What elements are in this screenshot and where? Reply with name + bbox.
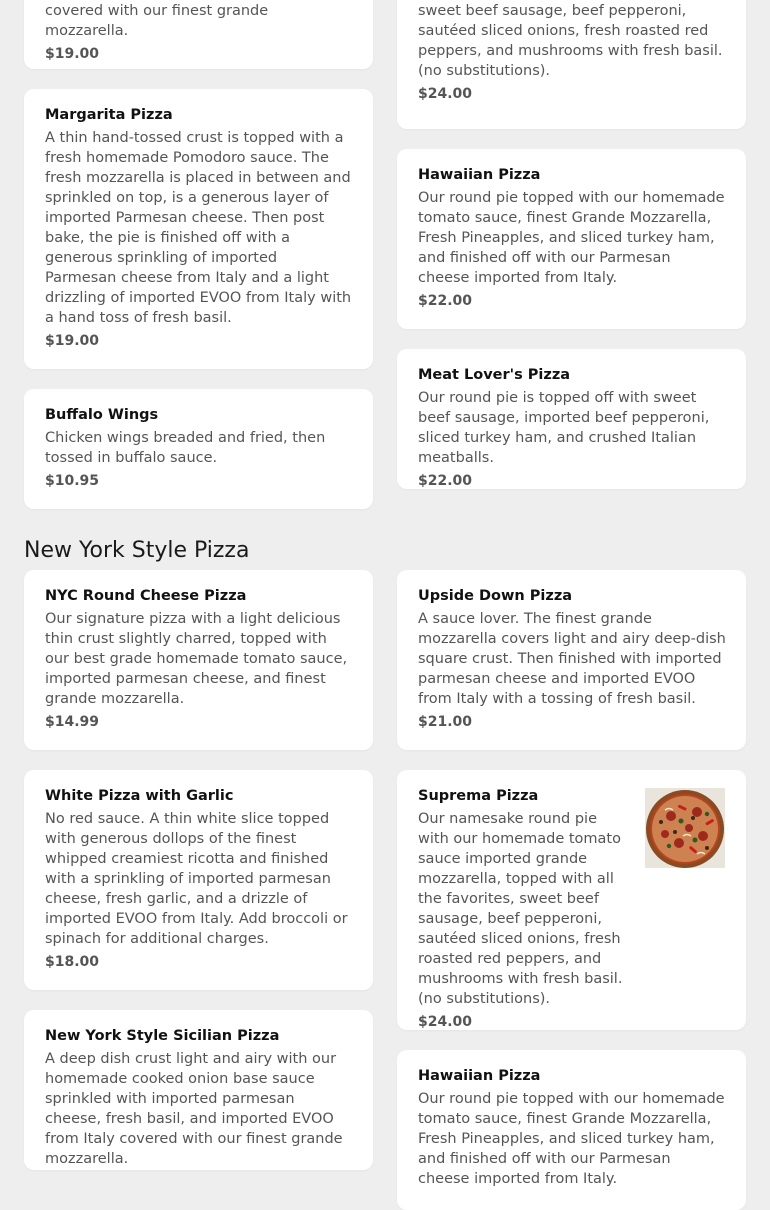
menu-item-price: $10.95 <box>45 473 100 489</box>
menu-item-card[interactable] <box>24 389 373 509</box>
menu-item-card[interactable] <box>24 770 373 990</box>
menu-item-name: Hawaiian Pizza <box>418 167 541 183</box>
menu-item-name: New York Style Sicilian Pizza <box>45 1028 280 1044</box>
menu-item-description: sweet beef sausage, beef pepperoni, sautéed sliced onions, fresh roasted red peppers, and mushrooms with fresh basil. (no substitutions). <box>418 3 723 79</box>
menu-item-description: Our signature pizza with a light delicious thin crust slightly charred, topped with our best grade homemade tomato sauce, imported parmesan cheese, and finest grande mozzarella. <box>45 611 348 707</box>
menu-item-name: Upside Down Pizza <box>418 588 573 604</box>
menu-item-card[interactable] <box>24 570 373 750</box>
menu-item-description: No red sauce. A thin white slice topped with generous dollops of the finest whipped creamiest ricotta and finished with a sprinkling of imported parmesan cheese, fresh garlic, and a drizzle of imported EVOO from Italy. Add broccoli or spinach for additional charges. <box>45 811 348 947</box>
menu-item-price: $19.00 <box>45 46 100 62</box>
menu-item-description: Our namesake round pie with our homemade tomato sauce imported grande mozzarella, topped with all the favorites, sweet beef sausage, beef pepperoni, sautéed sliced onions, fresh roasted red peppers, and mushrooms with fresh basil. (no substitutions). <box>418 811 623 1007</box>
menu-item-price: $22.00 <box>418 293 473 309</box>
menu-item-card[interactable] <box>397 570 746 750</box>
menu-item-card[interactable] <box>24 1010 373 1170</box>
menu-item-description: A thin hand-tossed crust is topped with a fresh homemade Pomodoro sauce. The fresh mozzarella is placed in between and sprinkled on top, is a generous layer of imported Parmesan cheese. Then post bake, the pie is finished off with a generous sprinkling of imported Parmesan cheese from Italy and a light drizzling of imported EVOO from Italy with a hand toss of fresh basil. <box>45 130 352 326</box>
menu-item-name: Hawaiian Pizza <box>418 1068 541 1084</box>
menu-item-card[interactable] <box>24 89 373 369</box>
menu-item-price: $19.00 <box>45 333 100 349</box>
menu-item-card[interactable] <box>397 770 746 1030</box>
menu-item-card[interactable] <box>397 149 746 329</box>
section-title: New York Style Pizza <box>24 538 250 563</box>
menu-item-name: NYC Round Cheese Pizza <box>45 588 247 604</box>
menu-item-card[interactable] <box>397 0 746 129</box>
menu-item-name: Suprema Pizza <box>418 788 539 804</box>
menu-item-name: White Pizza with Garlic <box>45 788 234 804</box>
menu-item-price: $24.00 <box>418 1014 473 1030</box>
menu-item-price: $18.00 <box>45 954 100 970</box>
pizza-photo-icon[interactable] <box>645 788 725 868</box>
menu-item-name: Margarita Pizza <box>45 107 173 123</box>
menu-item-description: Chicken wings breaded and fried, then tossed in buffalo sauce. <box>45 430 326 466</box>
menu-item-description: covered with our finest grande mozzarella. <box>45 3 269 39</box>
menu-item-description: Our round pie is topped off with sweet beef sausage, imported beef pepperoni, sliced turkey ham, and crushed Italian meatballs. <box>418 390 710 466</box>
menu-item-description: A sauce lover. The finest grande mozzarella covers light and airy deep-dish square crust. Then finished with imported parmesan cheese and imported EVOO from Italy with a tossing of fresh basil. <box>418 611 726 707</box>
menu-item-card[interactable] <box>397 1050 746 1210</box>
menu-item-card[interactable] <box>397 349 746 489</box>
menu-item-price: $14.99 <box>45 714 100 730</box>
menu-item-price: $21.00 <box>418 714 473 730</box>
menu-item-price: $22.00 <box>418 473 473 489</box>
menu-item-description: A deep dish crust light and airy with our homemade cooked onion base sauce sprinkled with imported parmesan cheese, fresh basil, and imported EVOO from Italy covered with our finest grande mozzarella. <box>45 1051 343 1167</box>
menu-item-description: Our round pie topped with our homemade tomato sauce, finest Grande Mozzarella, Fresh Pineapples, and sliced turkey ham, and finished off with our Parmesan cheese imported from Italy. <box>418 1091 725 1187</box>
menu-item-name: Buffalo Wings <box>45 407 159 423</box>
menu-item-card[interactable] <box>24 0 373 69</box>
menu-item-name: Meat Lover's Pizza <box>418 367 571 383</box>
menu-item-price: $24.00 <box>418 86 473 102</box>
menu-item-description: Our round pie topped with our homemade tomato sauce, finest Grande Mozzarella, Fresh Pineapples, and sliced turkey ham, and finished off with our Parmesan cheese imported from Italy. <box>418 190 725 286</box>
